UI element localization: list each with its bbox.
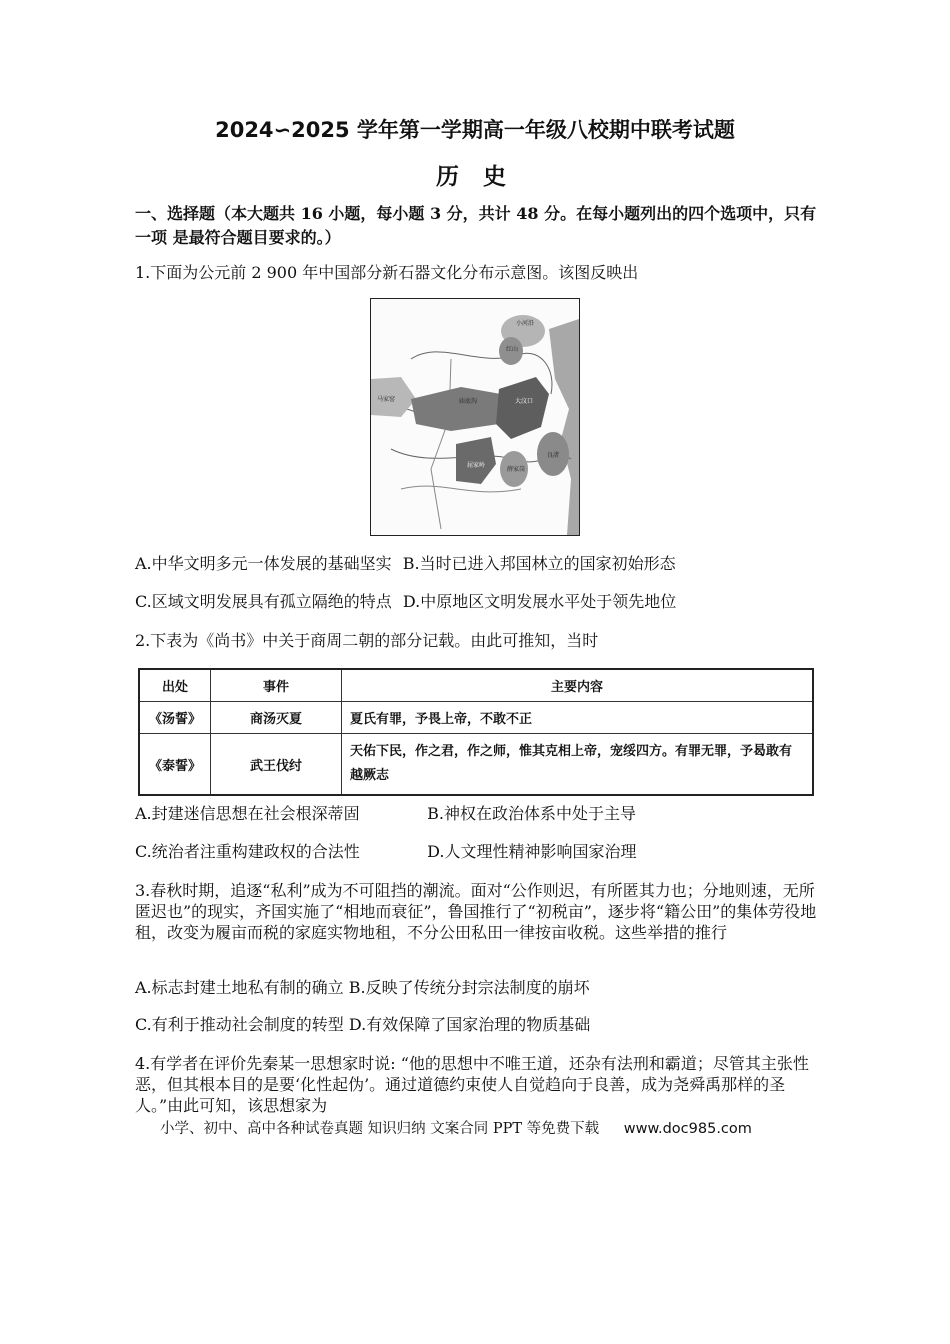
q1-options-row1 <box>135 553 835 575</box>
q3-options-row2 <box>135 1014 835 1036</box>
footer-text: 小学、初中、高中各种试卷真题 知识归纳 文案合同 PPT 等免费下载 <box>160 1121 600 1137</box>
q2-option-c: C.统治者注重构建政权的合法性 <box>135 842 360 861</box>
q3-option-b: B.反映了传统分封宗法制度的崩坏 <box>348 978 590 997</box>
q1-options-row2 <box>135 591 835 613</box>
q2-option-a: A.封建迷信思想在社会根深蒂固 <box>135 804 360 823</box>
map-label: 马家窑 <box>377 396 396 403</box>
exam-title: 2024∽2025 学年第一学期高一年级八校期中联考试题 <box>215 118 735 142</box>
q3-option-d: D.有效保障了国家治理的物质基础 <box>348 1015 591 1034</box>
table-header-row <box>139 669 813 702</box>
table-header: 出处 <box>139 669 211 702</box>
table-header: 事件 <box>211 669 342 702</box>
q1-stem: 1.下面为公元前 2 900 年中国部分新石器文化分布示意图。该图反映出 <box>135 263 639 282</box>
q3-options-row1 <box>135 977 835 999</box>
q1-option-d: D.中原地区文明发展水平处于领先地位 <box>402 592 677 611</box>
q3-option-a: A.标志封建土地私有制的确立 <box>135 978 344 997</box>
q1-option-a: A.中华文明多元一体发展的基础坚实 <box>135 554 392 573</box>
table-row <box>139 734 813 796</box>
map-label: 屈家岭 <box>467 462 486 469</box>
table-cell: 《汤誓》 <box>139 702 211 734</box>
table-cell: 商汤灭夏 <box>211 702 342 734</box>
q1-option-b: B.当时已进入邦国林立的国家初始形态 <box>402 554 676 573</box>
table-cell: 夏氏有罪，予畏上帝，不敢不正 <box>342 702 814 734</box>
table-header: 主要内容 <box>342 669 814 702</box>
table-row <box>139 702 813 734</box>
footer-url[interactable]: www.doc985.com <box>623 1121 752 1137</box>
table-cell: 天佑下民，作之君，作之师，惟其克相上帝，宠绥四方。有罪无罪，予曷敢有越厥志 <box>342 734 814 796</box>
map-label: 薛家岗 <box>507 466 526 473</box>
map-label: 良渚 <box>547 452 560 459</box>
neolithic-culture-map <box>370 298 580 536</box>
q1-option-c: C.区域文明发展具有孤立隔绝的特点 <box>135 592 392 611</box>
table-cell: 武王伐纣 <box>211 734 342 796</box>
map-label: 小河沿 <box>516 320 535 327</box>
map-label: 大汶口 <box>515 398 534 405</box>
q2-options-row2 <box>135 841 835 863</box>
map-label: 庙底沟 <box>459 398 478 405</box>
q2-option-b: B.神权在政治体系中处于主导 <box>427 804 636 823</box>
subject-heading: 历 史 <box>435 163 514 190</box>
q3-option-c: C.有利于推动社会制度的转型 <box>135 1015 344 1034</box>
table-cell: 《泰誓》 <box>139 734 211 796</box>
q2-options-row1 <box>135 803 835 825</box>
q2-option-d: D.人文理性精神影响国家治理 <box>427 842 637 861</box>
q4-stem: 4.有学者在评价先秦某一思想家时说: “他的思想中不唯王道，还杂有法刑和霸道；尽管其主张性恶，但其根本目的是要‘化性起伪’。通过道德约束使人自觉趋向于良善，成为尧舜禹那样的圣人。”由此可知，该思想家为 <box>135 1054 809 1115</box>
map-label: 红山 <box>506 346 519 353</box>
page-footer <box>160 1117 752 1138</box>
map-drawing <box>371 299 579 535</box>
q3-stem: 3.春秋时期，追逐“私利”成为不可阻挡的潮流。面对“公作则迟，有所匿其力也；分地则速，无所匿迟也”的现实，齐国实施了“相地而衰征”，鲁国推行了“初税亩”，逐步将“籍公田”的集体劳役地租，改变为履亩而税的家庭实物地租，不分公田私田一律按亩收税。这些举措的推行 <box>135 881 817 942</box>
shangshu-table <box>138 668 814 796</box>
q2-stem: 2.下表为《尚书》中关于商周二朝的部分记载。由此可推知，当时 <box>135 631 599 650</box>
section-instructions: 一、选择题（本大题共 16 小题，每小题 3 分，共计 48 分。在每小题列出的四个选项中，只有一项 是最符合题目要求的。） <box>135 204 817 247</box>
